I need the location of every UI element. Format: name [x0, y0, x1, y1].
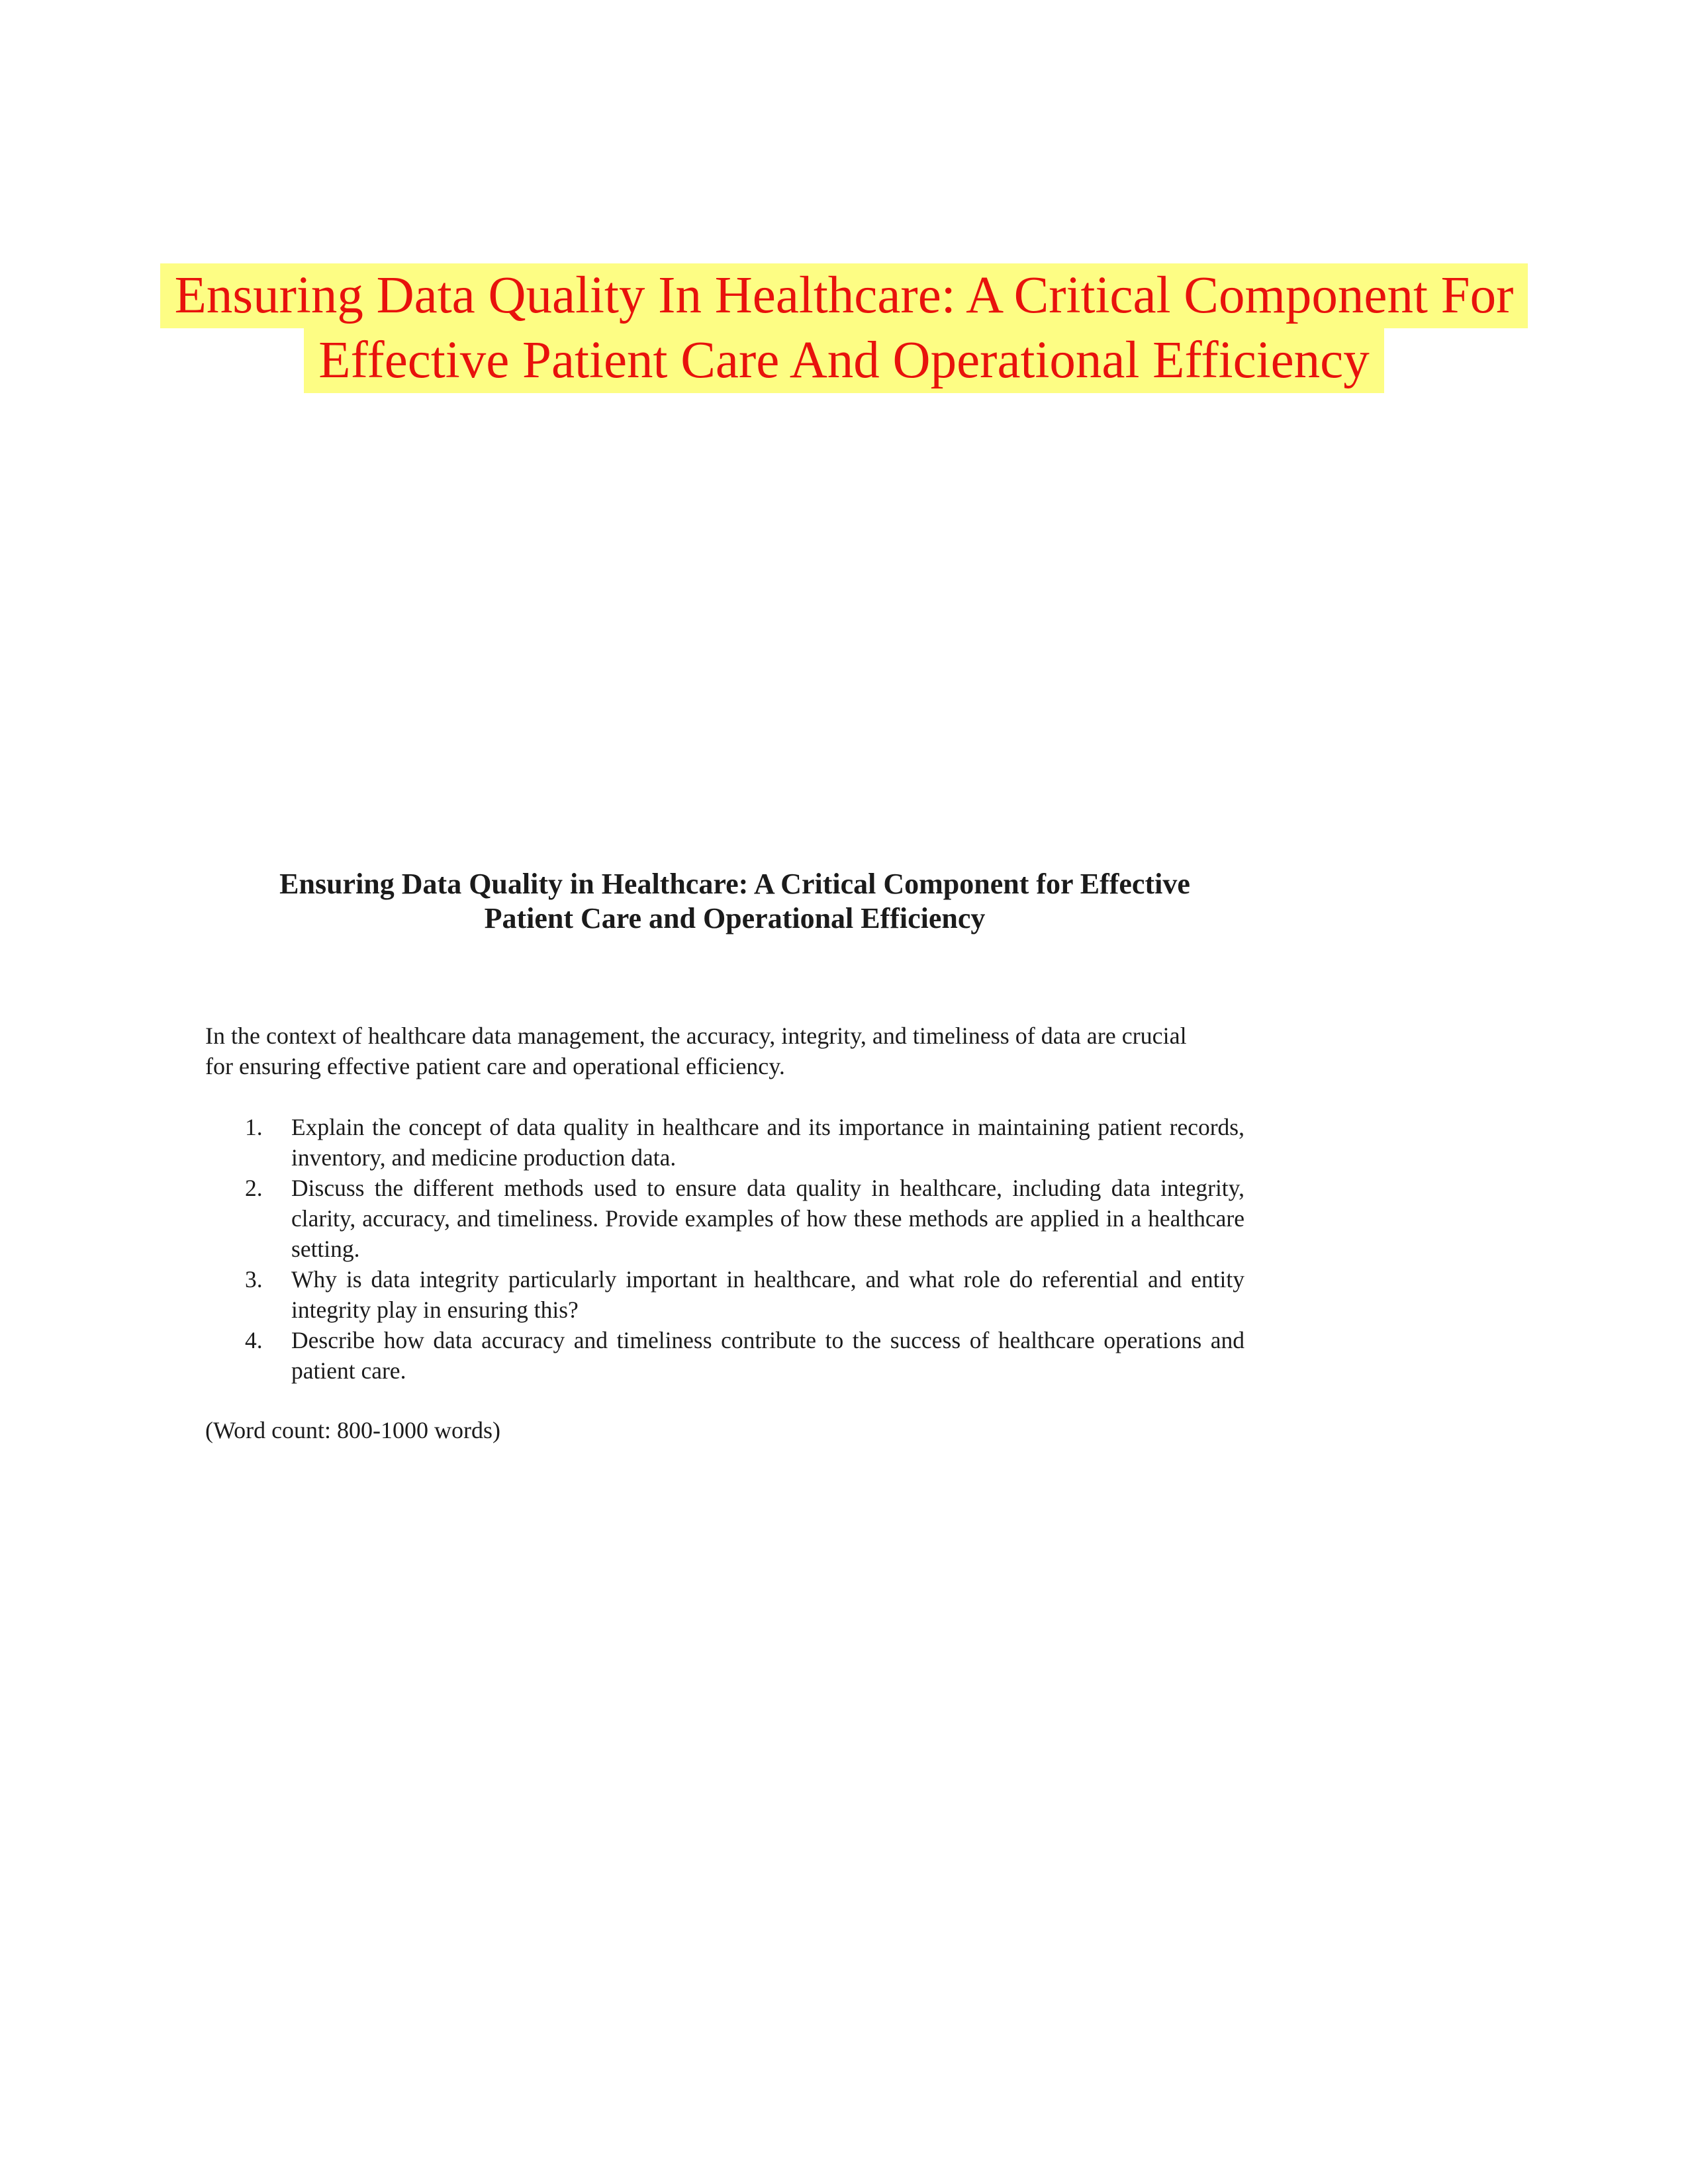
- list-item-number: 2.: [245, 1175, 263, 1201]
- embedded-title-line-1: Ensuring Data Quality in Healthcare: A Critical Component for Effective: [279, 868, 1190, 900]
- document-heading: [0, 263, 1688, 393]
- list-item: [205, 1173, 1244, 1264]
- list-item-text: Explain the concept of data quality in healthcare and its importance in maintaining patient records, inventory, and medicine production data.: [291, 1114, 1244, 1171]
- list-item-number: 1.: [245, 1114, 263, 1140]
- embedded-document-image: [205, 867, 1251, 1445]
- intro-paragraph: In the context of healthcare data management, the accuracy, integrity, and timeliness of data are crucial for ensuring effective patient care and operational efficiency.: [205, 1023, 1187, 1079]
- list-item-number: 3.: [245, 1266, 263, 1293]
- embedded-title-line-2: Patient Care and Operational Efficiency: [484, 902, 986, 934]
- heading-line-1: Ensuring Data Quality In Healthcare: A Critical Component For: [160, 263, 1528, 328]
- word-count-note: (Word count: 800-1000 words): [205, 1417, 501, 1443]
- list-item-text: Describe how data accuracy and timeliness contribute to the success of healthcare operations and patient care.: [291, 1327, 1244, 1384]
- question-list: [205, 1112, 1244, 1386]
- heading-line-2: Effective Patient Care And Operational Efficiency: [304, 328, 1383, 393]
- list-item-text: Discuss the different methods used to ensure data quality in healthcare, including data integrity, clarity, accuracy, and timeliness. Provide examples of how these methods are applied in a healthcare setting.: [291, 1175, 1244, 1262]
- list-item-text: Why is data integrity particularly important in healthcare, and what role do referential and entity integrity play in ensuring this?: [291, 1266, 1244, 1323]
- embedded-title: [165, 867, 1304, 936]
- list-item-number: 4.: [245, 1327, 263, 1353]
- list-item: [205, 1264, 1244, 1325]
- list-item: [205, 1325, 1244, 1386]
- list-item: [205, 1112, 1244, 1173]
